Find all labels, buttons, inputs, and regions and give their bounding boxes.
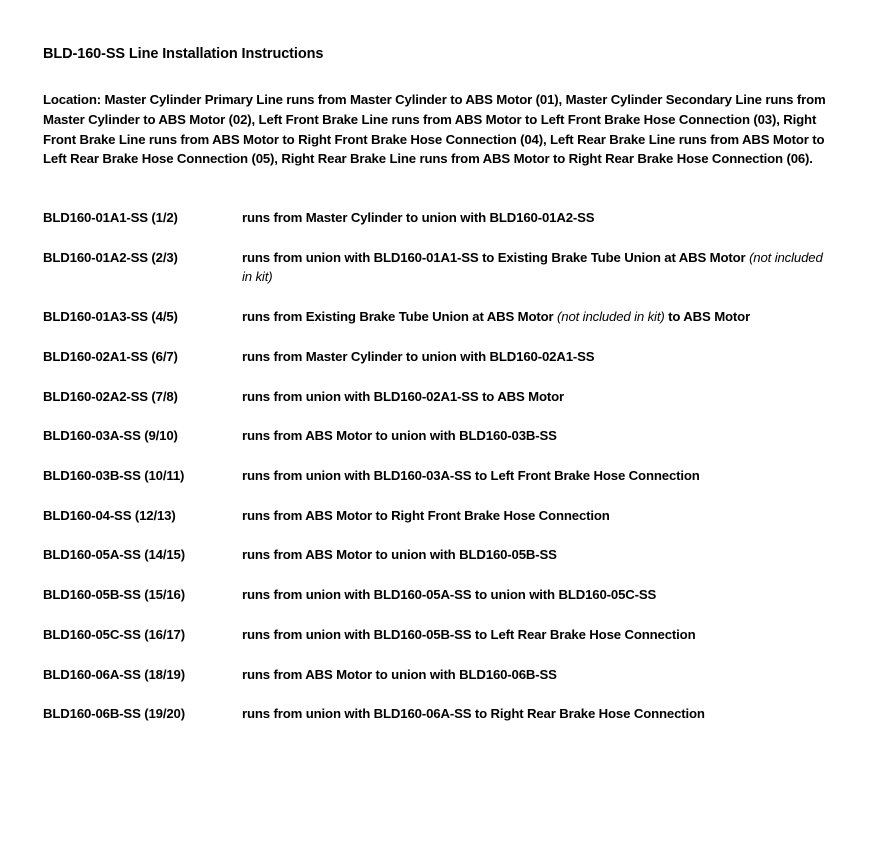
- line-route-text: runs from union with BLD160-05B-SS to Left Rear Brake Hose Connection: [242, 626, 696, 642]
- line-description: [242, 665, 832, 685]
- line-description: [242, 387, 832, 407]
- line-description: [242, 208, 832, 228]
- line-row: [43, 585, 843, 605]
- line-description: [242, 248, 832, 288]
- line-row: [43, 307, 843, 327]
- line-part-number: BLD160-06A-SS (18/19): [43, 666, 185, 682]
- line-row: [43, 248, 843, 288]
- line-description: [242, 426, 832, 446]
- line-row: [43, 387, 843, 407]
- line-route-text: runs from union with BLD160-01A1-SS to Existing Brake Tube Union at ABS Motor: [242, 249, 746, 265]
- line-row: [43, 625, 843, 645]
- line-route-text: runs from Existing Brake Tube Union at ABS Motor: [242, 309, 554, 325]
- line-route-text: runs from ABS Motor to union with BLD160-03B-SS: [242, 428, 557, 444]
- line-part-number: BLD160-04-SS (12/13): [43, 507, 176, 523]
- line-description: [242, 625, 832, 645]
- line-row: [43, 208, 843, 228]
- line-row: [43, 545, 843, 565]
- line-route-text: runs from union with BLD160-06A-SS to Right Rear Brake Hose Connection: [242, 706, 705, 722]
- document-title: BLD-160-SS Line Installation Instructions: [43, 46, 324, 62]
- line-route-text-end: to ABS Motor: [668, 309, 751, 325]
- line-row: [43, 347, 843, 367]
- line-note: (not included in kit): [242, 249, 823, 285]
- line-description: [242, 506, 832, 526]
- line-part-number: BLD160-03B-SS (10/11): [43, 468, 185, 483]
- line-part-number: BLD160-03A-SS (9/10): [43, 428, 178, 444]
- line-part-number: BLD160-05A-SS (14/15): [43, 547, 185, 563]
- location-paragraph: Location: Master Cylinder Primary Line runs from Master Cylinder to ABS Motor (01), Master Cylinder Secondary Line runs from Master Cylinder to ABS Motor (02), Left Front Brake Line runs from ABS Motor to Left Front Brake Hose Connection (03), Right Front Brake Line runs from ABS Motor to Right Front Brake Hose Connection (04), Left Rear Brake Line runs from ABS Motor to Left Rear Brake Hose Connection (05), Right Rear Brake Line runs from ABS Motor to Right Rear Brake Hose Connection (06).: [43, 92, 826, 167]
- line-route-text: runs from union with BLD160-05A-SS to union with BLD160-05C-SS: [242, 587, 657, 603]
- line-description: [242, 466, 832, 486]
- line-row: [43, 426, 843, 446]
- line-route-text: runs from ABS Motor to union with BLD160-05B-SS: [242, 547, 557, 563]
- line-note: (not included in kit): [557, 309, 665, 325]
- line-route-text: runs from ABS Motor to union with BLD160-06B-SS: [242, 666, 557, 682]
- line-part-number: BLD160-01A1-SS (1/2): [43, 210, 178, 225]
- line-description: [242, 585, 832, 605]
- line-route-text: runs from ABS Motor to Right Front Brake Hose Connection: [242, 507, 610, 523]
- line-row: [43, 506, 843, 526]
- line-row: [43, 665, 843, 685]
- line-description: [242, 545, 832, 565]
- line-row: [43, 466, 843, 486]
- line-route-text: runs from union with BLD160-02A1-SS to ABS Motor: [242, 388, 565, 404]
- line-part-number: BLD160-05B-SS (15/16): [43, 587, 185, 603]
- line-description: [242, 347, 832, 367]
- line-route-text: runs from Master Cylinder to union with BLD160-02A1-SS: [242, 348, 595, 364]
- line-part-number: BLD160-02A1-SS (6/7): [43, 348, 178, 364]
- line-part-number: BLD160-02A2-SS (7/8): [43, 388, 178, 404]
- line-part-number: BLD160-01A3-SS (4/5): [43, 309, 178, 325]
- line-description: [242, 307, 832, 327]
- line-part-number: BLD160-06B-SS (19/20): [43, 706, 185, 722]
- line-part-number: BLD160-05C-SS (16/17): [43, 626, 185, 642]
- line-part-number: BLD160-01A2-SS (2/3): [43, 249, 178, 265]
- line-row: [43, 704, 843, 724]
- line-description: [242, 704, 832, 724]
- line-route-text: runs from union with BLD160-03A-SS to Left Front Brake Hose Connection: [242, 468, 700, 483]
- line-route-text: runs from Master Cylinder to union with BLD160-01A2-SS: [242, 210, 595, 225]
